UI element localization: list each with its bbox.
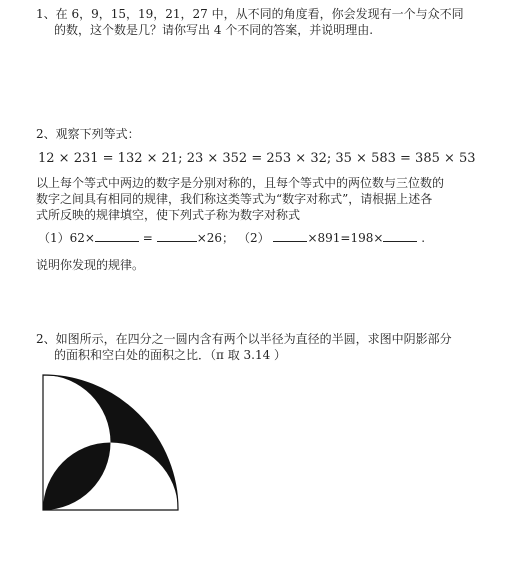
question-3-line-2: 的面积和空白处的面积之比．（π 取 3.14 ） [54,348,287,362]
symmetric-equations: 12 × 231 = 132 × 21; 23 × 352 = 253 × 32; 35 × 583 = 385 × 53 [38,151,476,166]
question-3-line-1: 2、如图所示，在四分之一圆内含有两个以半径为直径的半圆，求图中阴影部分 [36,332,452,346]
question-2-paragraph-line-2: 数字之间具有相同的规律，我们称这类等式为“数字对称式”，请根据上述各 [36,192,433,206]
fill-in-item-1 [38,230,234,246]
question-2-title: 2、观察下列等式： [36,127,140,141]
fill-2-blank-b[interactable] [383,230,417,242]
fill-2-end: . [421,231,426,245]
fill-in-item-2 [238,230,425,246]
fill-1-prefix: （1）62× [38,231,95,245]
fill-1-suffix: ×26； [196,231,235,245]
fill-2-middle: ×891=198× [307,231,384,245]
fill-2-blank-a[interactable] [273,230,307,242]
fill-2-prefix: （2） [238,231,270,245]
question-1-line-2: 的数，这个数是几？请你写出 4 个不同的答案，并说明理由. [54,23,374,37]
fill-1-blank-b[interactable] [157,230,197,242]
question-1-line-1: 1、在 6，9，15，19，21，27 中，从不同的角度看，你会发现有一个与众不同 [36,7,464,21]
question-2-paragraph-line-3: 式所反映的规律填空，使下列式子称为数字对称式 [36,208,301,222]
fill-1-equals: = [142,231,153,245]
question-2-explain: 说明你发现的规律。 [36,258,145,272]
quarter-circle-figure [38,370,188,515]
question-2-paragraph-line-1: 以上每个等式中两边的数字是分别对称的，且每个等式中的两位数与三位数的 [36,176,445,190]
fill-1-blank-a[interactable] [95,230,139,242]
